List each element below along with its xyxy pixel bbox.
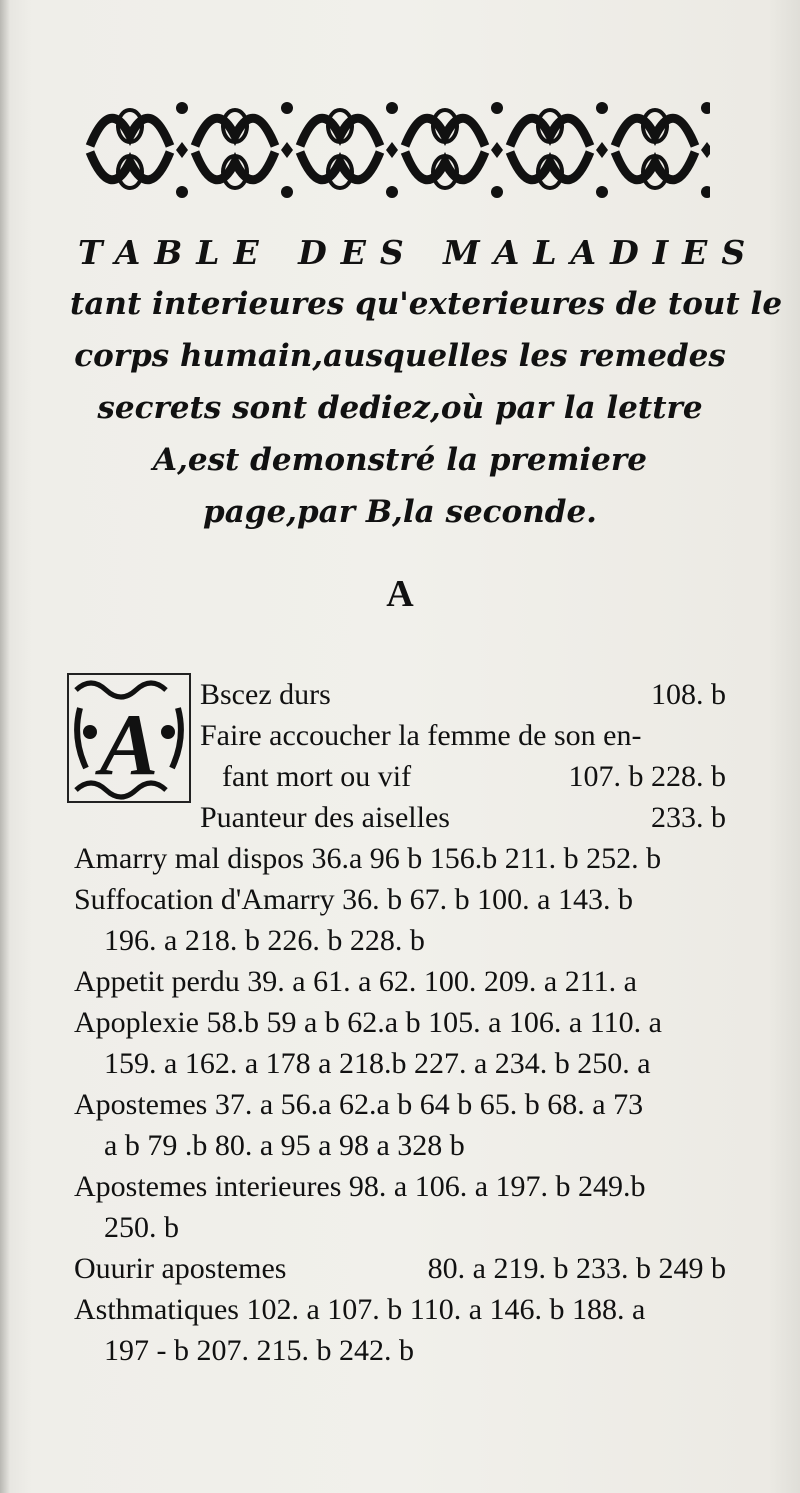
- entry-label: Puanteur des aiselles: [200, 801, 450, 834]
- entry-label: Asthmatiques 102. a 107. b 110. a 146. b 188. a: [74, 1293, 646, 1326]
- index-entry: [74, 1085, 726, 1125]
- index-entry: [74, 1003, 726, 1043]
- heading-subtitle-line: corps humain,ausquelles les remedes: [74, 338, 726, 374]
- heading-subtitle-line: page,par B,la seconde.: [203, 494, 597, 530]
- index-entry: [200, 798, 726, 838]
- index-entry: [74, 1290, 726, 1330]
- entry-label: Ouurir apostemes: [74, 1252, 287, 1285]
- entry-label: Amarry mal dispos 36.a 96 b 156.b 211. b 252. b: [74, 842, 662, 875]
- index-entry: [104, 1331, 726, 1371]
- index-entry: [104, 1044, 726, 1084]
- entry-label: 250. b: [104, 1211, 179, 1244]
- index-entry: [74, 880, 726, 920]
- section-letter: A: [386, 573, 414, 615]
- entry-label: a b 79 .b 80. a 95 a 98 a 328 b: [104, 1129, 465, 1162]
- entry-label: fant mort ou vif: [222, 760, 412, 793]
- index-entry: [200, 675, 726, 715]
- entry-label: 159. a 162. a 178 a 218.b 227. a 234. b 250. a: [104, 1047, 651, 1080]
- heading-subtitle-line: secrets sont dediez,où par la lettre: [97, 390, 703, 426]
- entry-label: 196. a 218. b 226. b 228. b: [104, 924, 425, 957]
- index-entry: [222, 757, 726, 797]
- index-entry: [74, 1167, 726, 1207]
- initial-letter: A: [99, 697, 159, 794]
- index-entry: [74, 1249, 726, 1289]
- index-entry: [104, 1126, 726, 1166]
- heading-subtitle-line: A,est demonstré la premiere: [153, 442, 647, 478]
- index-entry: [74, 962, 726, 1002]
- entry-label: Suffocation d'Amarry 36. b 67. b 100. a 143. b: [74, 883, 633, 916]
- heading-subtitle-line: tant interieures qu'exterieures de tout le: [70, 286, 783, 322]
- entry-label: Bscez durs: [200, 678, 331, 711]
- entry-label: Apostemes 37. a 56.a 62.a b 64 b 65. b 68. a 73: [74, 1088, 644, 1121]
- entry-page-refs: 107. b 228. b: [568, 760, 726, 793]
- entry-page-refs: 80. a 219. b 233. b 249 b: [427, 1252, 726, 1285]
- index-entry: [104, 921, 726, 961]
- entry-label: Appetit perdu 39. a 61. a 62. 100. 209. a 211. a: [74, 965, 637, 998]
- entry-label: 197 - b 207. 215. b 242. b: [104, 1334, 414, 1367]
- entry-page-refs: 233. b: [651, 801, 726, 834]
- entry-page-refs: 108. b: [651, 678, 726, 711]
- entry-label: Apostemes interieures 98. a 106. a 197. b 249.b: [74, 1170, 646, 1203]
- index-entry: [200, 716, 726, 756]
- entry-label: Apoplexie 58.b 59 a b 62.a b 105. a 106. a 110. a: [74, 1006, 662, 1039]
- index-entry: [104, 1208, 726, 1248]
- entry-label: Faire accoucher la femme de son en-: [200, 719, 642, 752]
- heading-title: TABLE DES MALADIES: [78, 233, 760, 272]
- index-entry: [74, 839, 726, 879]
